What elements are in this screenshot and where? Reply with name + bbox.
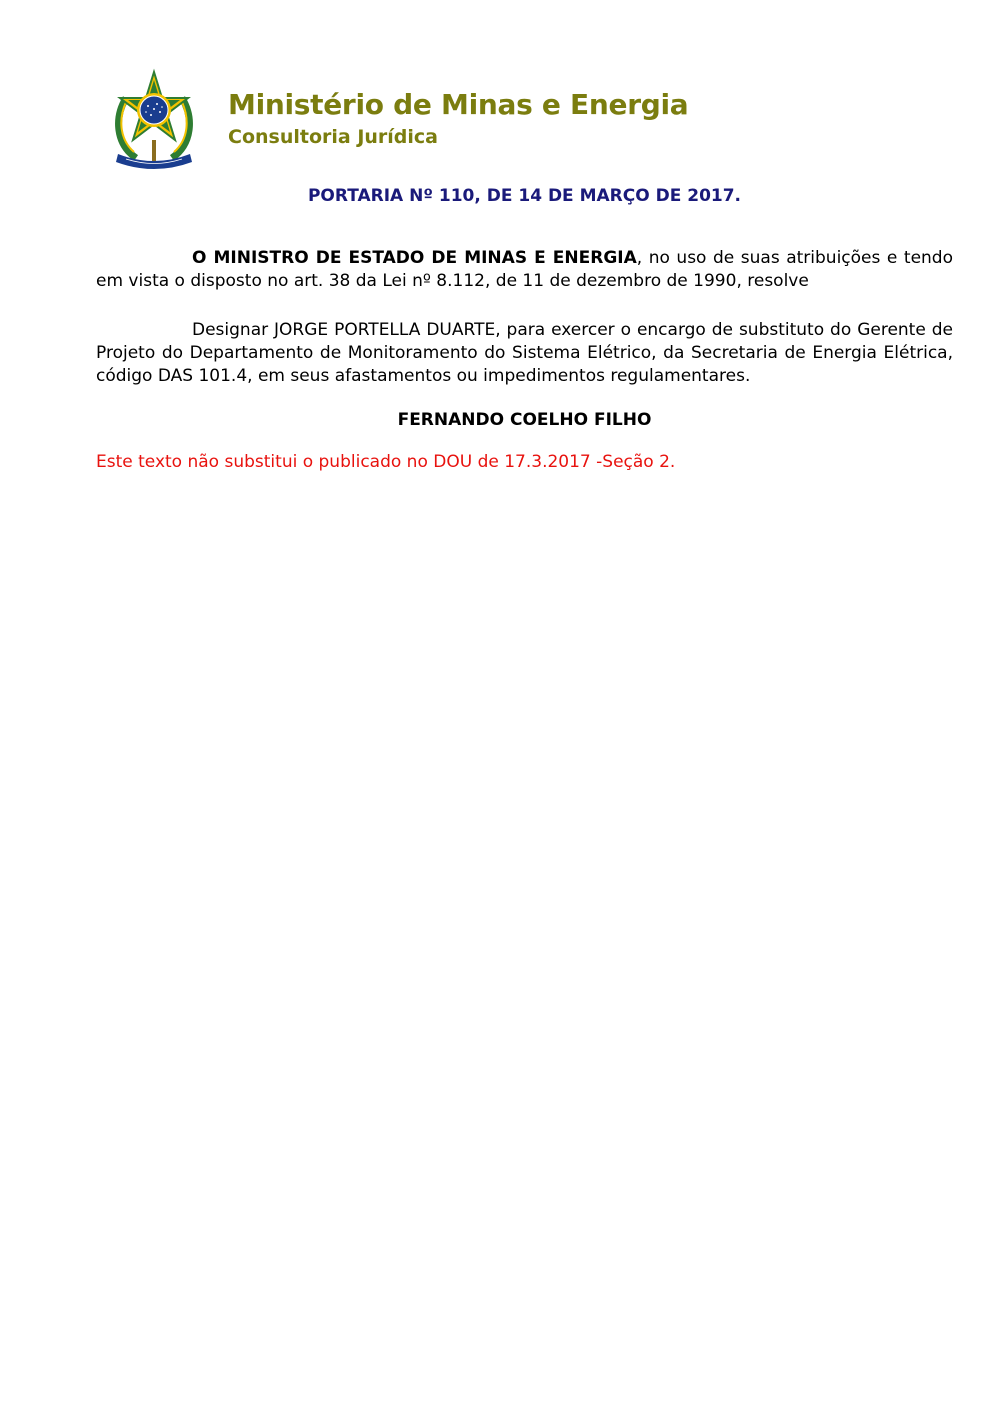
letterhead	[112, 68, 812, 172]
preamble-paragraph	[96, 247, 953, 293]
signatory-name: FERNANDO COELHO FILHO	[397, 410, 652, 430]
publication-disclaimer: Este texto não substitui o publicado no DOU de 17.3.2017 -Seção 2.	[96, 452, 676, 472]
document-title: PORTARIA Nº 110, DE 14 DE MARÇO DE 2017.	[307, 186, 742, 206]
brazil-coat-of-arms-icon	[112, 68, 196, 172]
resolution-paragraph: Designar JORGE PORTELLA DUARTE, para exercer o encargo de substituto do Gerente de Projeto do Departamento de Monitoramento do Sistema Elétrico, da Secretaria de Energia Elétrica, código DAS 101.4, em seus afastamentos ou impedimentos regulamentares.	[96, 320, 953, 386]
preamble-lead: O MINISTRO DE ESTADO DE MINAS E ENERGIA	[192, 248, 637, 268]
ministry-name: Ministério de Minas e Energia	[228, 88, 689, 121]
department-name: Consultoria Jurídica	[228, 126, 439, 148]
preamble-text: , no uso de suas atribuições e tendo em vista o disposto no art. 38 da Lei nº 8.112, de 11 de dezembro de 1990, resolve	[96, 248, 953, 291]
